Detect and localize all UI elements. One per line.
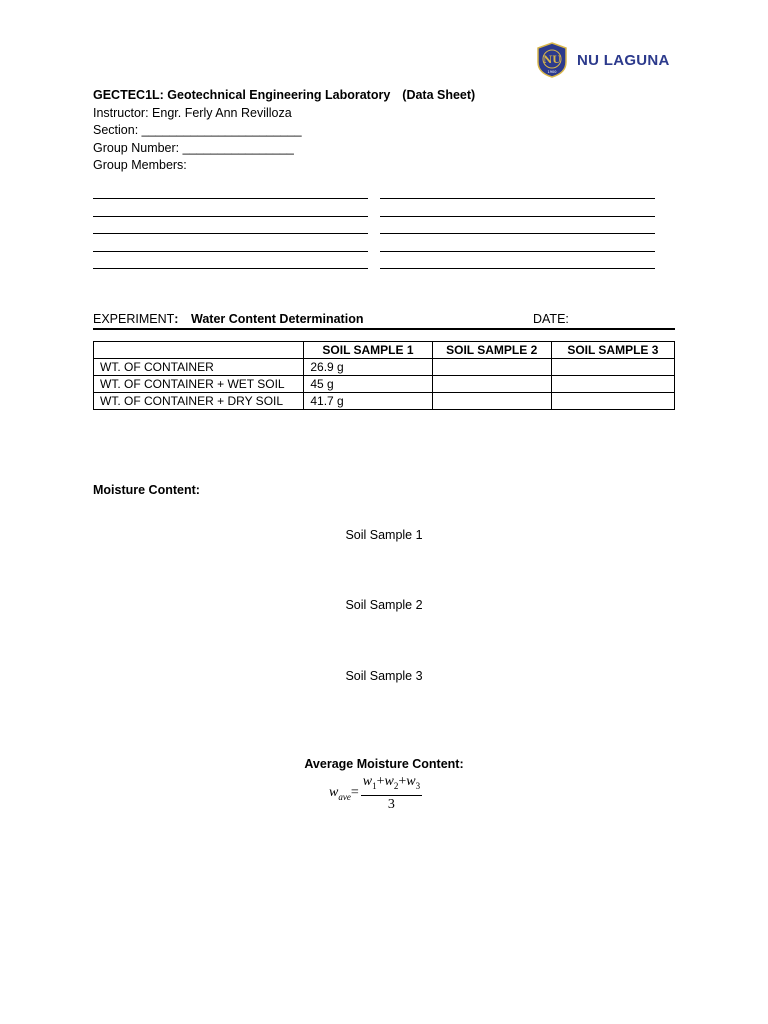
soil-sample-1-label: Soil Sample 1 xyxy=(345,528,423,542)
table-header-cell: SOIL SAMPLE 3 xyxy=(551,342,674,359)
instructor-line: Instructor: Engr. Ferly Ann Revilloza xyxy=(93,105,292,120)
formula-fraction xyxy=(361,773,422,814)
row-label: WT. OF CONTAINER + WET SOIL xyxy=(94,376,304,393)
experiment-title: Water Content Determination xyxy=(191,312,364,326)
sheet-type: (Data Sheet) xyxy=(402,88,476,102)
table-header-cell: SOIL SAMPLE 1 xyxy=(304,342,432,359)
table-cell[interactable] xyxy=(432,376,551,393)
member-line[interactable] xyxy=(380,232,655,234)
table-header-cell xyxy=(94,342,304,359)
average-moisture-title: Average Moisture Content: xyxy=(304,757,464,771)
table-cell[interactable] xyxy=(551,376,674,393)
member-line[interactable] xyxy=(380,250,655,252)
formula-denominator: 3 xyxy=(387,796,395,812)
data-table xyxy=(93,341,675,410)
svg-text:NU: NU xyxy=(543,55,561,66)
nu-seal-icon xyxy=(536,42,568,78)
table-cell[interactable]: 26.9 g xyxy=(304,359,432,376)
member-line[interactable] xyxy=(93,197,368,199)
formula-numerator: $w_1+w_2+w_3$ xyxy=(361,773,422,796)
member-line[interactable] xyxy=(93,267,368,269)
table-header-row xyxy=(94,342,675,359)
average-formula xyxy=(329,773,422,814)
member-line[interactable] xyxy=(380,267,655,269)
group-number-field[interactable]: Group Number: ________________ xyxy=(93,140,294,155)
soil-sample-2-label: Soil Sample 2 xyxy=(345,598,423,612)
date-label: DATE: xyxy=(533,312,569,326)
table-cell[interactable] xyxy=(551,393,674,410)
member-line[interactable] xyxy=(93,232,368,234)
experiment-line xyxy=(93,312,675,330)
moisture-content-title: Moisture Content: xyxy=(93,483,200,497)
sheet-header xyxy=(93,87,475,175)
row-label: WT. OF CONTAINER xyxy=(94,359,304,376)
group-members-lines xyxy=(93,196,655,284)
formula-equals: = xyxy=(350,785,359,801)
table-row xyxy=(94,393,675,410)
svg-text:1900: 1900 xyxy=(547,70,557,74)
logo-text: NU LAGUNA xyxy=(577,51,670,69)
member-line[interactable] xyxy=(93,250,368,252)
experiment-label: EXPERIMENT: xyxy=(93,312,179,326)
table-row xyxy=(94,376,675,393)
university-logo xyxy=(536,42,670,78)
table-row xyxy=(94,359,675,376)
section-field[interactable]: Section: _______________________ xyxy=(93,123,302,137)
member-line[interactable] xyxy=(380,215,655,217)
table-cell[interactable] xyxy=(432,393,551,410)
table-cell[interactable] xyxy=(432,359,551,376)
table-cell[interactable]: 45 g xyxy=(304,376,432,393)
group-members-label: Group Members: xyxy=(93,158,187,172)
course-line xyxy=(93,87,475,105)
table-header-cell: SOIL SAMPLE 2 xyxy=(432,342,551,359)
formula-lhs: $w_{ave}$ xyxy=(329,785,351,802)
member-line[interactable] xyxy=(93,215,368,217)
table-cell[interactable]: 41.7 g xyxy=(304,393,432,410)
course-title: GECTEC1L: Geotechnical Engineering Laboratory xyxy=(93,88,391,102)
soil-sample-3-label: Soil Sample 3 xyxy=(345,669,423,683)
table-cell[interactable] xyxy=(551,359,674,376)
row-label: WT. OF CONTAINER + DRY SOIL xyxy=(94,393,304,410)
member-line[interactable] xyxy=(380,197,655,199)
